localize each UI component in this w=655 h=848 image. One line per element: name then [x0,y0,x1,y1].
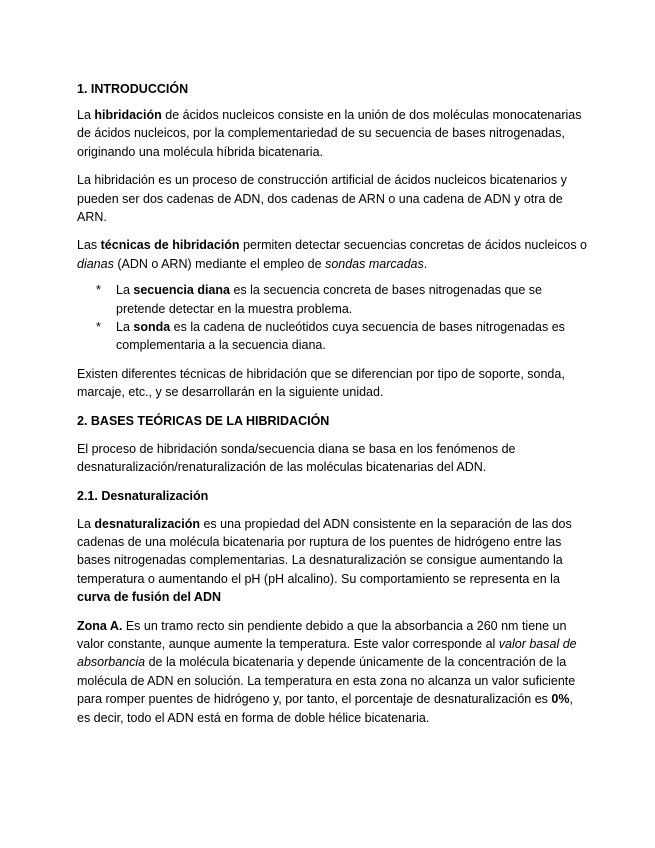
bullet-marker: * [96,283,101,298]
term-cero-porciento: 0% [551,692,570,707]
text: (ADN o ARN) mediante el empleo de [113,256,326,271]
text: La [116,283,134,298]
term-curva-fusion: curva de fusión del ADN [77,590,222,605]
text: Las [77,238,101,253]
text: Es un tramo recto sin pendiente debido a que la absorbancia a 260 nm tiene un valor constante, aunque aumente la temperatura. Este valor corresponde al [77,618,567,651]
subsection-heading-desnaturalizacion: 2.1. Desnaturalización [77,488,209,503]
paragraph-tecnicas [77,236,587,273]
text: La [77,108,95,122]
text: es la cadena de nucleótidos cuya secuencia de bases nitrogenadas es complementaria a la secuencia diana. [116,320,565,353]
section-heading-bases-teoricas: 2. BASES TEÓRICAS DE LA HIBRIDACIÓN [77,413,330,428]
term-valor-basal: valor basal de absorbancia [77,636,577,670]
text: es una propiedad del ADN consistente en la separación de las dos cadenas de una molécula bicatenaria por ruptura de los puentes de hidrógeno entre las bases nitrogenadas complementarias. La desnaturalización se consigue aumentando la temperatura o aumentando el pH (pH alcalino). Su comportamiento se representa en la [77,516,572,586]
term-dianas: dianas [77,256,114,271]
paragraph-desnaturalizacion [77,515,587,607]
list-item-secuencia-diana [77,281,587,318]
text: permiten detectar secuencias concretas de ácidos nucleicos o [239,238,587,253]
paragraph-hibridacion-definicion [77,106,587,161]
text: La [116,320,134,335]
term-hibridacion: hibridación [94,108,162,122]
text: . [423,256,428,271]
term-desnaturalizacion: desnaturalización [94,516,200,531]
definitions-list [77,281,587,355]
term-tecnicas-hibridacion: técnicas de hibridación [100,238,240,253]
list-item-sonda [77,318,587,355]
term-secuencia-diana: secuencia diana [133,283,230,298]
text: de ácidos nucleicos consiste en la unión de dos moléculas monocatenarias de ácidos nucleicos, por la complementariedad de su secuencia de bases nitrogenadas, originando una molécula híbrida bicatenaria. [77,108,582,159]
bullet-marker: * [96,320,101,335]
text: de la molécula bicatenaria y depende únicamente de la concentración de la molécula de ADN en solución. La temperatura en esta zona no alcanza un valor suficiente para romper puentes de hidrógeno y, por tanto, el porcentaje de desnaturalización es [77,655,576,707]
paragraph-tecnicas-diferentes: Existen diferentes técnicas de hibridación que se diferencian por tipo de soporte, sonda, marcaje, etc., y se desarrollarán en la siguiente unidad. [77,366,565,400]
paragraph-hibridacion-proceso: La hibridación es un proceso de construcción artificial de ácidos nucleicos bicatenarios y pueden ser dos cadenas de ADN, dos cadenas de ARN o una cadena de ADN y otra de ARN. [77,173,567,225]
term-sonda: sonda [133,320,171,335]
document-page [77,80,587,737]
paragraph-proceso-hibridacion: El proceso de hibridación sonda/secuencia diana se basa en los fenómenos de desnaturalización/renaturalización de las moléculas bicatenarias del ADN. [77,441,516,475]
paragraph-zona-a [77,617,587,727]
text: La [77,516,95,531]
text: es la secuencia concreta de bases nitrogenadas que se pretende detectar en la muestra problema. [116,283,542,316]
text: , es decir, todo el ADN está en forma de doble hélice bicatenaria. [77,692,573,725]
term-sondas-marcadas: sondas marcadas [325,256,424,271]
term-zona-a: Zona A. [77,618,123,633]
section-heading-introduccion: 1. INTRODUCCIÓN [77,82,189,96]
